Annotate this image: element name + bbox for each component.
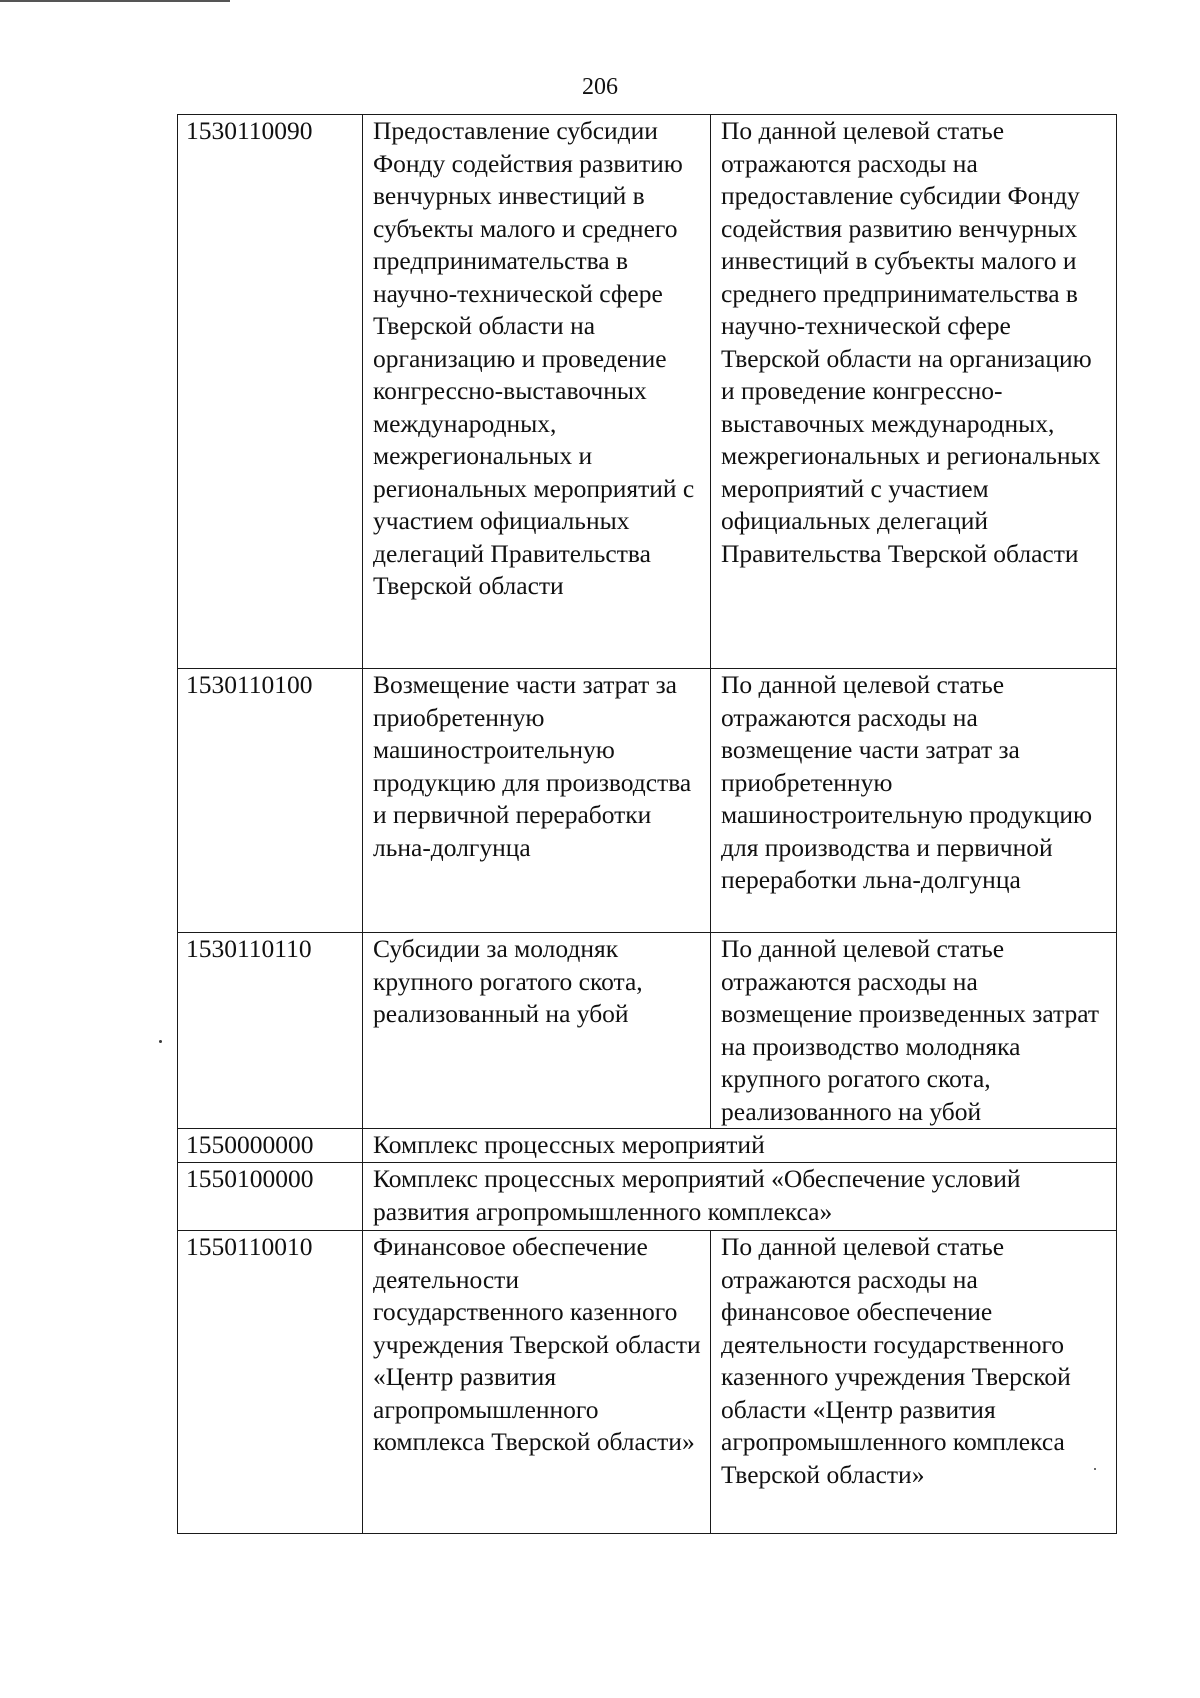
section-name-cell: Комплекс процессных мероприятий «Обеспечение условий развития агропромышленного комплекса» bbox=[363, 1163, 1117, 1231]
description-cell: По данной целевой статье отражаются расходы на возмещение части затрат за приобретенную машиностроительную продукцию для производства и первичной переработки льна-долгунца bbox=[711, 669, 1117, 933]
name-cell: Предоставление субсидии Фонду содействия развитию венчурных инвестиций в субъекты малого и среднего предпринимательства в научно-технической сфере Тверской области на организацию и проведение конгрессно-выставочных международных, межрегиональных и региональных мероприятий с участием официальных делегаций Правительства Тверской области bbox=[363, 115, 711, 669]
table-row bbox=[178, 933, 1117, 1129]
description-cell: По данной целевой статье отражаются расходы на предоставление субсидии Фонду содействия развитию венчурных инвестиций в субъекты малого и среднего предпринимательства в научно-технической сфере Тверской области на организацию и проведение конгрессно-выставочных международных, межрегиональных и региональных мероприятий с участием официальных делегаций Правительства Тверской области bbox=[711, 115, 1117, 669]
name-cell: Возмещение части затрат за приобретенную машиностроительную продукцию для производства и первичной переработки льна-долгунца bbox=[363, 669, 711, 933]
scan-speck bbox=[1094, 1468, 1096, 1470]
code-cell: 1530110090 bbox=[178, 115, 363, 669]
table-row bbox=[178, 1163, 1117, 1231]
description-cell: По данной целевой статье отражаются расходы на возмещение произведенных затрат на производство молодняка крупного рогатого скота, реализованного на убой bbox=[711, 933, 1117, 1129]
code-cell: 1550000000 bbox=[178, 1129, 363, 1163]
budget-classification-table bbox=[177, 114, 1117, 1534]
page-number: 206 bbox=[582, 74, 618, 100]
name-cell: Субсидии за молодняк крупного рогатого скота, реализованный на убой bbox=[363, 933, 711, 1129]
table-row bbox=[178, 1231, 1117, 1534]
code-cell: 1530110110 bbox=[178, 933, 363, 1129]
table-row bbox=[178, 1129, 1117, 1163]
scan-speck bbox=[159, 1040, 162, 1043]
scan-edge-line bbox=[0, 0, 230, 2]
description-cell: По данной целевой статье отражаются расходы на финансовое обеспечение деятельности государственного казенного учреждения Тверской области «Центр развития агропромышленного комплекса Тверской области» bbox=[711, 1231, 1117, 1534]
section-name-cell: Комплекс процессных мероприятий bbox=[363, 1129, 1117, 1163]
code-cell: 1530110100 bbox=[178, 669, 363, 933]
code-cell: 1550100000 bbox=[178, 1163, 363, 1231]
table-row bbox=[178, 115, 1117, 669]
table-row bbox=[178, 669, 1117, 933]
code-cell: 1550110010 bbox=[178, 1231, 363, 1534]
name-cell: Финансовое обеспечение деятельности государственного казенного учреждения Тверской области «Центр развития агропромышленного комплекса Тверской области» bbox=[363, 1231, 711, 1534]
